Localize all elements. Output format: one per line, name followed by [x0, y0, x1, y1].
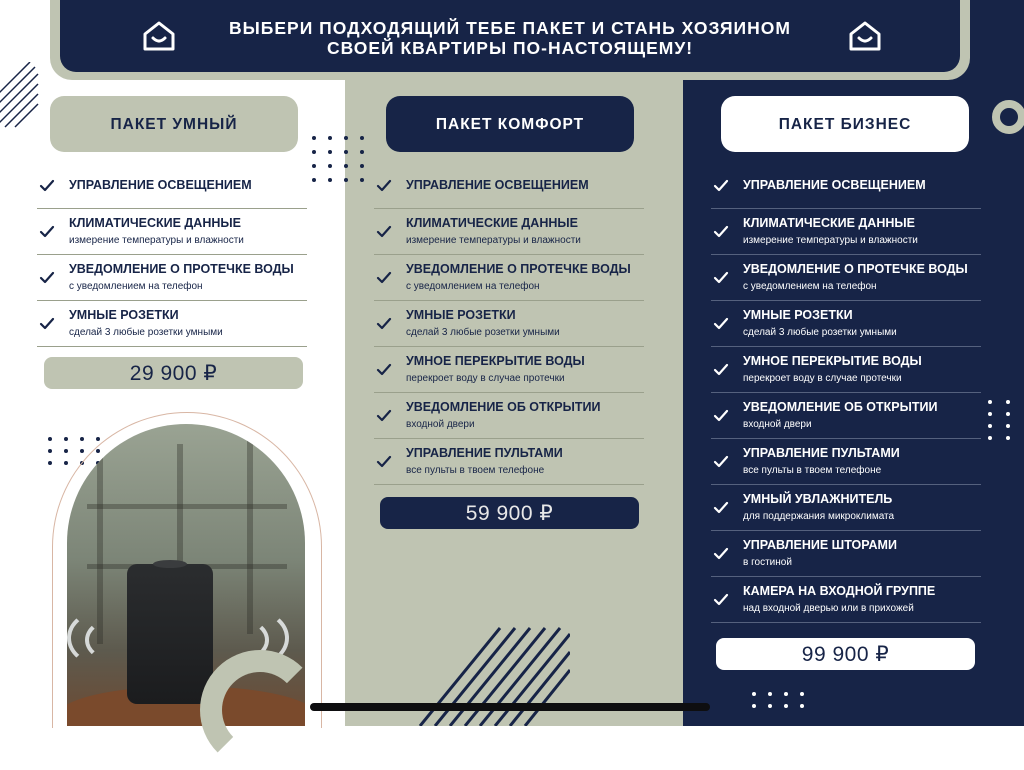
dot — [768, 692, 772, 696]
dot — [64, 461, 68, 465]
dot — [800, 704, 804, 708]
feature-item — [374, 255, 644, 301]
feature-item — [374, 209, 644, 255]
check-icon — [713, 178, 729, 194]
dot — [800, 692, 804, 696]
ring-decoration — [200, 650, 320, 770]
feature-title: КЛИМАТИЧЕСКИЕ ДАННЫЕ — [406, 216, 578, 230]
feature-title: УВЕДОМЛЕНИЕ О ПРОТЕЧКЕ ВОДЫ — [743, 262, 968, 276]
feature-title: УПРАВЛЕНИЕ ОСВЕЩЕНИЕМ — [406, 178, 589, 192]
dot — [80, 449, 84, 453]
dot — [360, 150, 364, 154]
dot — [48, 461, 52, 465]
dot — [64, 437, 68, 441]
dot — [96, 437, 100, 441]
feature-item — [37, 301, 307, 347]
check-icon — [376, 454, 392, 470]
dot — [360, 164, 364, 168]
check-icon — [713, 316, 729, 332]
feature-item — [711, 301, 981, 347]
dot — [988, 400, 992, 404]
package-comfort-title: ПАКЕТ КОМФОРТ — [386, 96, 634, 152]
dot — [1006, 436, 1010, 440]
package-comfort-features — [374, 163, 644, 485]
hatch-decoration — [0, 62, 40, 132]
package-business-title: ПАКЕТ БИЗНЕС — [721, 96, 969, 152]
feature-item — [711, 485, 981, 531]
feature-subtitle: все пульты в твоем телефоне — [406, 465, 545, 476]
feature-subtitle: над входной дверью или в прихожей — [743, 603, 914, 614]
dot — [344, 150, 348, 154]
feature-subtitle: с уведомлением на телефон — [69, 281, 203, 292]
check-icon — [376, 316, 392, 332]
dot — [344, 136, 348, 140]
dot — [360, 136, 364, 140]
dot — [312, 178, 316, 182]
feature-subtitle: с уведомлением на телефон — [406, 281, 540, 292]
dots-decoration — [312, 136, 370, 182]
feature-title: УМНЫЙ УВЛАЖНИТЕЛЬ — [743, 492, 893, 506]
page-title: ВЫБЕРИ ПОДХОДЯЩИЙ ТЕБЕ ПАКЕТ И СТАНЬ ХОЗЯИНОМ СВОЕЙ КВАРТИРЫ ПО-НАСТОЯЩЕМУ! — [229, 18, 791, 58]
feature-item — [711, 439, 981, 485]
feature-item — [711, 393, 981, 439]
dot — [328, 150, 332, 154]
dot — [312, 164, 316, 168]
feature-title: УВЕДОМЛЕНИЕ ОБ ОТКРЫТИИ — [406, 400, 601, 414]
home-smile-icon — [848, 20, 882, 52]
feature-item — [374, 439, 644, 485]
dot — [328, 178, 332, 182]
check-icon — [713, 500, 729, 516]
feature-item — [37, 209, 307, 255]
check-icon — [376, 408, 392, 424]
dot — [80, 437, 84, 441]
ring-decoration — [992, 100, 1024, 134]
scrollbar[interactable] — [310, 703, 710, 711]
dots-decoration — [752, 692, 810, 708]
feature-item — [711, 347, 981, 393]
home-smile-icon — [142, 20, 176, 52]
dot — [784, 692, 788, 696]
dot — [328, 136, 332, 140]
feature-title: УМНЫЕ РОЗЕТКИ — [406, 308, 516, 322]
feature-item — [711, 255, 981, 301]
feature-item — [711, 531, 981, 577]
package-smart-title: ПАКЕТ УМНЫЙ — [50, 96, 298, 152]
dot — [312, 136, 316, 140]
feature-title: УПРАВЛЕНИЕ ОСВЕЩЕНИЕМ — [743, 178, 926, 192]
speaker-device — [127, 564, 213, 704]
check-icon — [376, 362, 392, 378]
dot — [1006, 424, 1010, 428]
feature-subtitle: для поддержания микроклимата — [743, 511, 895, 522]
feature-item — [374, 163, 644, 209]
feature-title: УПРАВЛЕНИЕ ПУЛЬТАМИ — [406, 446, 563, 460]
feature-title: УМНОЕ ПЕРЕКРЫТИЕ ВОДЫ — [743, 354, 922, 368]
check-icon — [39, 316, 55, 332]
dot — [344, 164, 348, 168]
check-icon — [713, 546, 729, 562]
check-icon — [713, 270, 729, 286]
check-icon — [713, 362, 729, 378]
feature-subtitle: измерение температуры и влажности — [69, 235, 244, 246]
dot — [48, 437, 52, 441]
feature-item — [37, 163, 307, 209]
check-icon — [39, 270, 55, 286]
package-smart-features — [37, 163, 307, 347]
package-smart-price: 29 900 ₽ — [44, 357, 303, 389]
feature-title: УМНОЕ ПЕРЕКРЫТИЕ ВОДЫ — [406, 354, 585, 368]
feature-subtitle: с уведомлением на телефон — [743, 281, 877, 292]
package-business-price: 99 900 ₽ — [716, 638, 975, 670]
feature-title: УПРАВЛЕНИЕ ОСВЕЩЕНИЕМ — [69, 178, 252, 192]
feature-title: КЛИМАТИЧЕСКИЕ ДАННЫЕ — [743, 216, 915, 230]
feature-title: УВЕДОМЛЕНИЕ О ПРОТЕЧКЕ ВОДЫ — [69, 262, 294, 276]
feature-subtitle: сделай 3 любые розетки умными — [69, 327, 223, 338]
check-icon — [713, 454, 729, 470]
feature-title: КАМЕРА НА ВХОДНОЙ ГРУППЕ — [743, 584, 936, 598]
check-icon — [39, 224, 55, 240]
dot — [988, 436, 992, 440]
feature-subtitle: входной двери — [406, 419, 475, 430]
feature-title: УМНЫЕ РОЗЕТКИ — [69, 308, 179, 322]
dot — [752, 704, 756, 708]
package-comfort-price: 59 900 ₽ — [380, 497, 639, 529]
feature-item — [374, 347, 644, 393]
check-icon — [376, 270, 392, 286]
dot — [1006, 412, 1010, 416]
dot — [360, 178, 364, 182]
feature-item — [711, 163, 981, 209]
feature-subtitle: перекроет воду в случае протечки — [743, 373, 902, 384]
feature-item — [711, 577, 981, 623]
feature-title: УВЕДОМЛЕНИЕ ОБ ОТКРЫТИИ — [743, 400, 938, 414]
check-icon — [713, 408, 729, 424]
feature-subtitle: перекроет воду в случае протечки — [406, 373, 565, 384]
feature-title: УВЕДОМЛЕНИЕ О ПРОТЕЧКЕ ВОДЫ — [406, 262, 631, 276]
feature-subtitle: измерение температуры и влажности — [406, 235, 581, 246]
feature-title: УПРАВЛЕНИЕ ПУЛЬТАМИ — [743, 446, 900, 460]
check-icon — [376, 224, 392, 240]
feature-title: КЛИМАТИЧЕСКИЕ ДАННЫЕ — [69, 216, 241, 230]
header-banner — [60, 0, 960, 72]
check-icon — [376, 178, 392, 194]
dot — [988, 412, 992, 416]
dot — [752, 692, 756, 696]
dot — [1006, 400, 1010, 404]
feature-subtitle: сделай 3 любые розетки умными — [743, 327, 897, 338]
feature-subtitle: в гостиной — [743, 557, 792, 568]
dot — [784, 704, 788, 708]
package-business-features — [711, 163, 981, 623]
feature-subtitle: входной двери — [743, 419, 812, 430]
dots-decoration — [988, 400, 1016, 440]
check-icon — [713, 224, 729, 240]
dot — [312, 150, 316, 154]
dot — [48, 449, 52, 453]
feature-title: УПРАВЛЕНИЕ ШТОРАМИ — [743, 538, 897, 552]
dot — [328, 164, 332, 168]
feature-item — [711, 209, 981, 255]
dot — [768, 704, 772, 708]
dot — [988, 424, 992, 428]
feature-item — [374, 301, 644, 347]
dot — [344, 178, 348, 182]
feature-subtitle: измерение температуры и влажности — [743, 235, 918, 246]
feature-subtitle: сделай 3 любые розетки умными — [406, 327, 560, 338]
feature-title: УМНЫЕ РОЗЕТКИ — [743, 308, 853, 322]
check-icon — [39, 178, 55, 194]
check-icon — [713, 592, 729, 608]
feature-item — [37, 255, 307, 301]
feature-subtitle: все пульты в твоем телефоне — [743, 465, 882, 476]
feature-item — [374, 393, 644, 439]
dot — [64, 449, 68, 453]
